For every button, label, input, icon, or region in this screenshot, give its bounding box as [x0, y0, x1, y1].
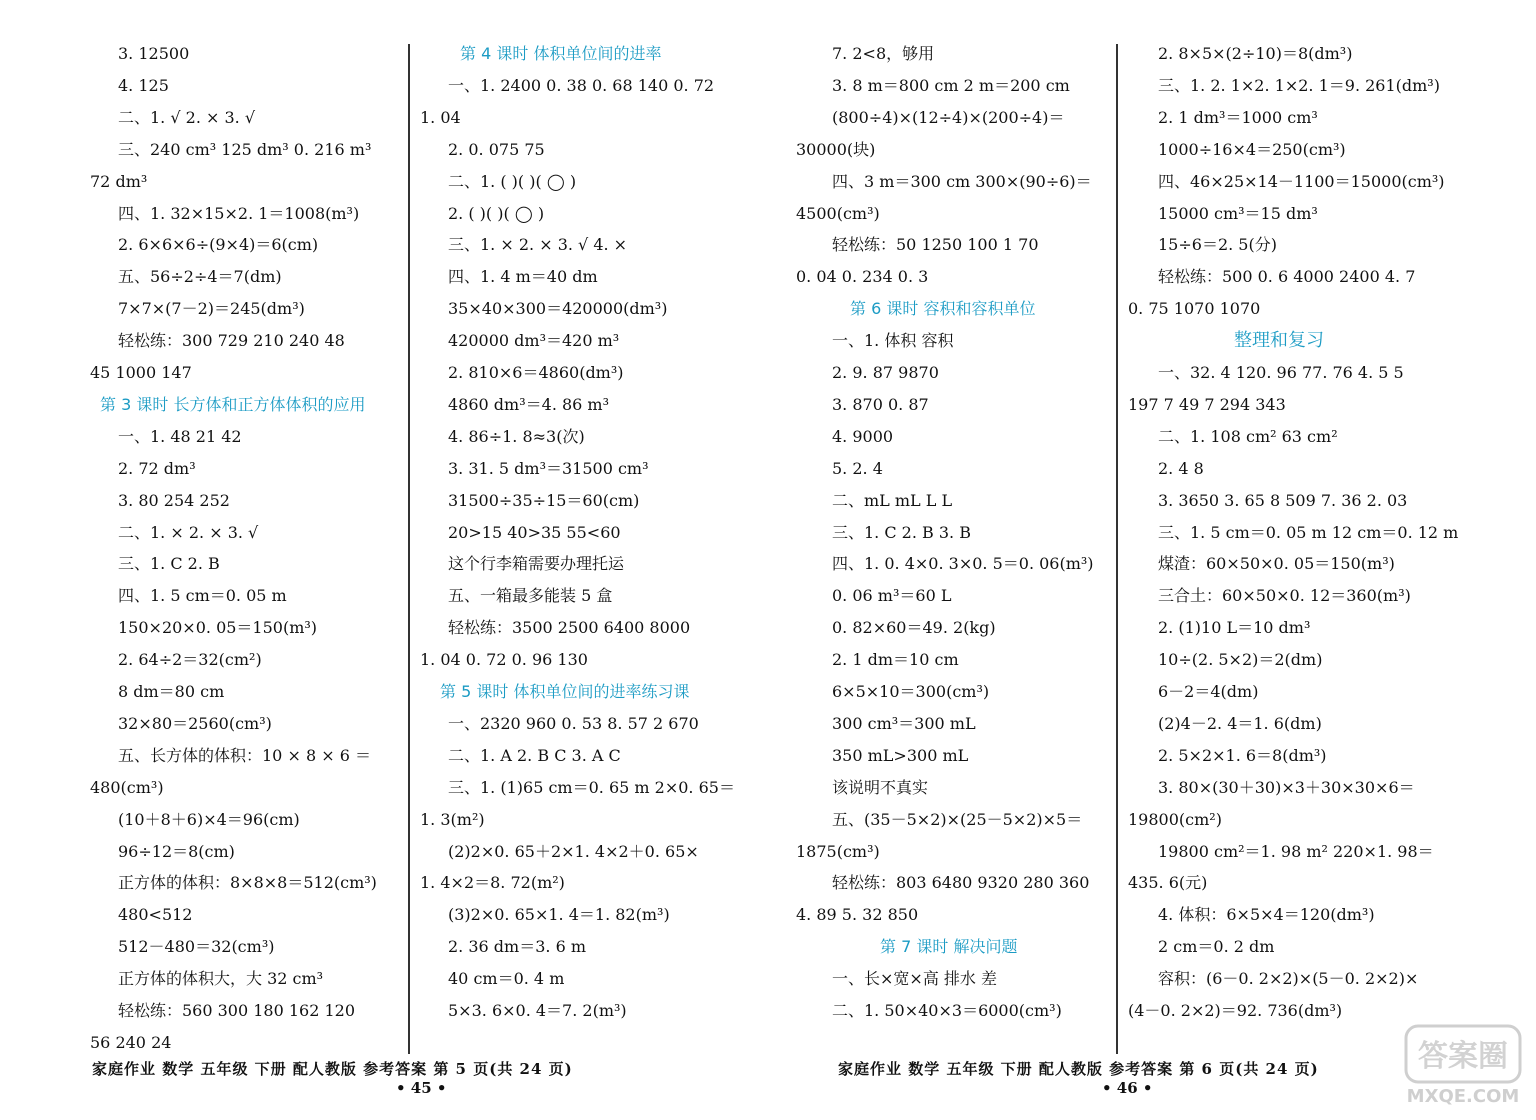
answer-line: 1875(cm³)	[796, 841, 880, 861]
answer-line: 二、1. × 2. × 3. √	[118, 522, 259, 542]
answer-line: 一、1. 48 21 42	[118, 426, 242, 446]
answer-line: 6×5×10＝300(cm³)	[832, 682, 990, 701]
answer-line: 三、1. 5 cm＝0. 05 m 12 cm＝0. 12 m	[1158, 522, 1459, 542]
answer-line: 正方体的体积大，大 32 cm³	[118, 969, 324, 989]
answer-line: 轻松练：803 6480 9320 280 360	[832, 873, 1090, 893]
page-number-right: • 46 •	[1102, 1079, 1153, 1097]
answer-line: 四、3 m＝300 cm 300×(90÷6)＝	[832, 171, 1092, 191]
answer-line: 1000÷16×4＝250(cm³)	[1158, 139, 1346, 159]
answer-line: 31500÷35÷15＝60(cm)	[448, 490, 640, 510]
answer-line: 2. 0. 075 75	[448, 139, 545, 159]
answer-line: 19800(cm²)	[1128, 809, 1222, 829]
answer-line: 6－2＝4(dm)	[1158, 682, 1259, 701]
answer-line: 4860 dm³＝4. 86 m³	[448, 394, 610, 414]
svg-text:MXQE.COM: MXQE.COM	[1406, 1086, 1520, 1106]
answer-line: 二、1. √ 2. × 3. √	[118, 107, 256, 127]
answer-line: 3. 8 m＝800 cm 2 m＝200 cm	[832, 75, 1070, 95]
answer-line: 480(cm³)	[90, 777, 164, 797]
answer-line: 0. 06 m³＝60 L	[832, 586, 952, 606]
answer-line: 4500(cm³)	[796, 203, 880, 223]
answer-line: 5. 2. 4	[832, 458, 883, 478]
answer-line: 4. 9000	[832, 426, 894, 446]
answer-line: 1. 04 0. 72 0. 96 130	[420, 650, 588, 670]
watermark-logo	[1404, 1024, 1522, 1106]
answer-line: 四、46×25×14－1100＝15000(cm³)	[1158, 171, 1445, 191]
answer-line: 一、2320 960 0. 53 8. 57 2 670	[448, 713, 699, 733]
answer-line: 56 240 24	[90, 1032, 172, 1052]
answer-line: 轻松练：50 1250 100 1 70	[832, 235, 1039, 255]
answer-line: 容积：(6－0. 2×2)×(5－0. 2×2)×	[1158, 969, 1419, 989]
answer-line: 1. 04	[420, 107, 461, 127]
answer-line: 5×3. 6×0. 4＝7. 2(m³)	[448, 1001, 627, 1020]
answer-line: 3. 31. 5 dm³＝31500 cm³	[448, 458, 649, 478]
answer-line: (2)2×0. 65＋2×1. 4×2＋0. 65×	[448, 841, 699, 861]
answer-line: 煤渣：60×50×0. 05＝150(m³)	[1158, 554, 1395, 574]
answer-line: 197 7 49 7 294 343	[1128, 394, 1286, 414]
answer-line: 15000 cm³＝15 dm³	[1158, 203, 1318, 223]
section-heading: 第 6 课时 容积和容积单位	[850, 299, 1036, 319]
answer-line: 该说明不真实	[832, 777, 929, 797]
answer-line: 2. (1)10 L＝10 dm³	[1158, 618, 1311, 638]
answer-line: (10＋8＋6)×4＝96(cm)	[118, 809, 300, 829]
answer-line: 0. 82×60＝49. 2(kg)	[832, 618, 996, 638]
answer-line: 三、240 cm³ 125 dm³ 0. 216 m³	[118, 139, 372, 159]
answer-line: 2. 36 dm＝3. 6 m	[448, 937, 587, 957]
answer-line: 150×20×0. 05＝150(m³)	[118, 618, 318, 638]
answer-line: 二、1. 108 cm² 63 cm²	[1158, 426, 1338, 446]
answer-line: 二、1. A 2. B C 3. A C	[448, 745, 621, 765]
answer-line: 2. 64÷2＝32(cm²)	[118, 650, 262, 670]
answer-line: 512－480＝32(cm³)	[118, 937, 275, 957]
column-divider	[1116, 44, 1118, 1054]
answer-line: 这个行李箱需要办理托运	[448, 554, 625, 574]
answer-line: 三、1. × 2. × 3. √ 4. ×	[448, 235, 628, 255]
answer-line: 3. 80 254 252	[118, 490, 230, 510]
answer-line: 350 mL>300 mL	[832, 745, 969, 765]
footer-right: 家庭作业 数学 五年级 下册 配人教版 参考答案 第 6 页(共 24 页)	[838, 1060, 1319, 1078]
answer-line: (2)4－2. 4＝1. 6(dm)	[1158, 713, 1322, 733]
answer-line: 轻松练：500 0. 6 4000 2400 4. 7	[1158, 267, 1416, 287]
answer-line: 4. 86÷1. 8≈3(次)	[448, 426, 585, 446]
answer-line: 7×7×(7－2)＝245(dm³)	[118, 299, 305, 319]
answer-line: 五、56÷2÷4＝7(dm)	[118, 267, 282, 287]
section-heading: 第 7 课时 解决问题	[880, 937, 1018, 957]
answer-line: 2. 1 dm＝10 cm	[832, 650, 959, 670]
answer-line: 2. 810×6＝4860(dm³)	[448, 363, 624, 382]
answer-line: 0. 04 0. 234 0. 3	[796, 267, 929, 287]
answer-line: 2. 1 dm³＝1000 cm³	[1158, 107, 1318, 127]
answer-line: 420000 dm³＝420 m³	[448, 331, 620, 351]
answer-line: 2. 4 8	[1158, 458, 1204, 478]
answer-line: 2 cm＝0. 2 dm	[1158, 937, 1275, 957]
answer-line: (3)2×0. 65×1. 4＝1. 82(m³)	[448, 905, 670, 925]
answer-line: 轻松练：3500 2500 6400 8000	[448, 618, 691, 638]
answer-line: 五、一箱最多能装 5 盒	[448, 586, 613, 606]
answer-line: 3. 3650 3. 65 8 509 7. 36 2. 03	[1158, 490, 1408, 510]
answer-line: 二、mL mL L L	[832, 490, 953, 510]
answer-line: 1. 3(m²)	[420, 809, 485, 829]
answer-line: 三、1. C 2. B 3. B	[832, 522, 971, 542]
answer-line: 二、1. 50×40×3＝6000(cm³)	[832, 1001, 1062, 1020]
section-heading: 整理和复习	[1234, 330, 1324, 352]
answer-line: 96÷12＝8(cm)	[118, 841, 235, 861]
answer-line: 2. 5×2×1. 6＝8(dm³)	[1158, 745, 1327, 765]
section-heading: 第 4 课时 体积单位间的进率	[460, 44, 662, 63]
answer-line: 五、(35－5×2)×(25－5×2)×5＝	[832, 809, 1083, 829]
page-number-left: • 45 •	[396, 1079, 447, 1097]
answer-line: 72 dm³	[90, 171, 148, 191]
answer-line: 四、1. 4 m＝40 dm	[448, 267, 598, 287]
answer-line: 一、1. 2400 0. 38 0. 68 140 0. 72	[448, 75, 715, 95]
answer-line: 4. 体积：6×5×4＝120(dm³)	[1158, 905, 1375, 925]
answer-line: 轻松练：560 300 180 162 120	[118, 1001, 356, 1020]
answer-line: 3. 80×(30＋30)×3＋30×30×6＝	[1158, 777, 1415, 797]
answer-line: 35×40×300＝420000(dm³)	[448, 299, 668, 319]
answer-line: 4. 89 5. 32 850	[796, 905, 919, 925]
answer-line: 2. 8×5×(2÷10)＝8(dm³)	[1158, 44, 1353, 63]
answer-line: 2. 9. 87 9870	[832, 363, 939, 382]
answer-line: 30000(块)	[796, 139, 876, 159]
answer-line: 300 cm³＝300 mL	[832, 713, 976, 733]
answer-line: 20>15 40>35 55<60	[448, 522, 621, 542]
answer-line: (4－0. 2×2)＝92. 736(dm³)	[1128, 1001, 1343, 1020]
answer-line: 一、长×宽×高 排水 差	[832, 969, 997, 989]
answer-line: 三、1. 2. 1×2. 1×2. 1＝9. 261(dm³)	[1158, 75, 1440, 95]
answer-line: 五、长方体的体积：10 × 8 × 6 ＝	[118, 745, 371, 765]
answer-line: 正方体的体积：8×8×8＝512(cm³)	[118, 873, 377, 893]
footer-left: 家庭作业 数学 五年级 下册 配人教版 参考答案 第 5 页(共 24 页)	[92, 1060, 573, 1078]
section-heading: 第 3 课时 长方体和正方体体积的应用	[100, 394, 366, 414]
answer-line: 四、1. 5 cm＝0. 05 m	[118, 586, 287, 606]
column-divider	[408, 44, 410, 1054]
answer-line: 3. 12500	[118, 44, 190, 63]
answer-line: 32×80＝2560(cm³)	[118, 713, 272, 733]
answer-line: 40 cm＝0. 4 m	[448, 969, 565, 989]
answer-line: 15÷6＝2. 5(分)	[1158, 235, 1277, 255]
answer-line: 三、1. C 2. B	[118, 554, 220, 574]
answer-line: 2. 72 dm³	[118, 458, 196, 478]
answer-line: 四、1. 0. 4×0. 3×0. 5＝0. 06(m³)	[832, 554, 1094, 574]
answer-line: 2. ( )( )( ◯ )	[448, 203, 545, 223]
answer-line: 4. 125	[118, 75, 169, 95]
answer-line: 10÷(2. 5×2)＝2(dm)	[1158, 650, 1323, 670]
answer-line: 0. 75 1070 1070	[1128, 299, 1261, 319]
answer-line: 480<512	[118, 905, 193, 925]
answer-line: 二、1. ( )( )( ◯ )	[448, 171, 577, 191]
answer-line: 四、1. 32×15×2. 1＝1008(m³)	[118, 203, 360, 223]
answer-line: 3. 870 0. 87	[832, 394, 929, 414]
svg-text:答案圈: 答案圈	[1418, 1039, 1508, 1074]
answer-line: 7. 2<8，够用	[832, 44, 935, 63]
answer-line: 435. 6(元)	[1128, 873, 1208, 893]
answer-line: 19800 cm²＝1. 98 m² 220×1. 98＝	[1158, 841, 1434, 861]
answer-line: 1. 4×2＝8. 72(m²)	[420, 873, 565, 893]
answer-line: 45 1000 147	[90, 363, 192, 382]
answer-line: 8 dm＝80 cm	[118, 682, 225, 701]
answer-line: 2. 6×6×6÷(9×4)＝6(cm)	[118, 235, 319, 255]
answer-line: (800÷4)×(12÷4)×(200÷4)＝	[832, 107, 1065, 127]
answer-line: 一、1. 体积 容积	[832, 331, 954, 351]
answer-line: 轻松练：300 729 210 240 48	[118, 331, 345, 351]
answer-line: 三合土：60×50×0. 12＝360(m³)	[1158, 586, 1411, 606]
answer-line: 三、1. (1)65 cm＝0. 65 m 2×0. 65＝	[448, 777, 735, 797]
answer-line: 一、32. 4 120. 96 77. 76 4. 5 5	[1158, 363, 1404, 382]
section-heading: 第 5 课时 体积单位间的进率练习课	[440, 682, 690, 701]
